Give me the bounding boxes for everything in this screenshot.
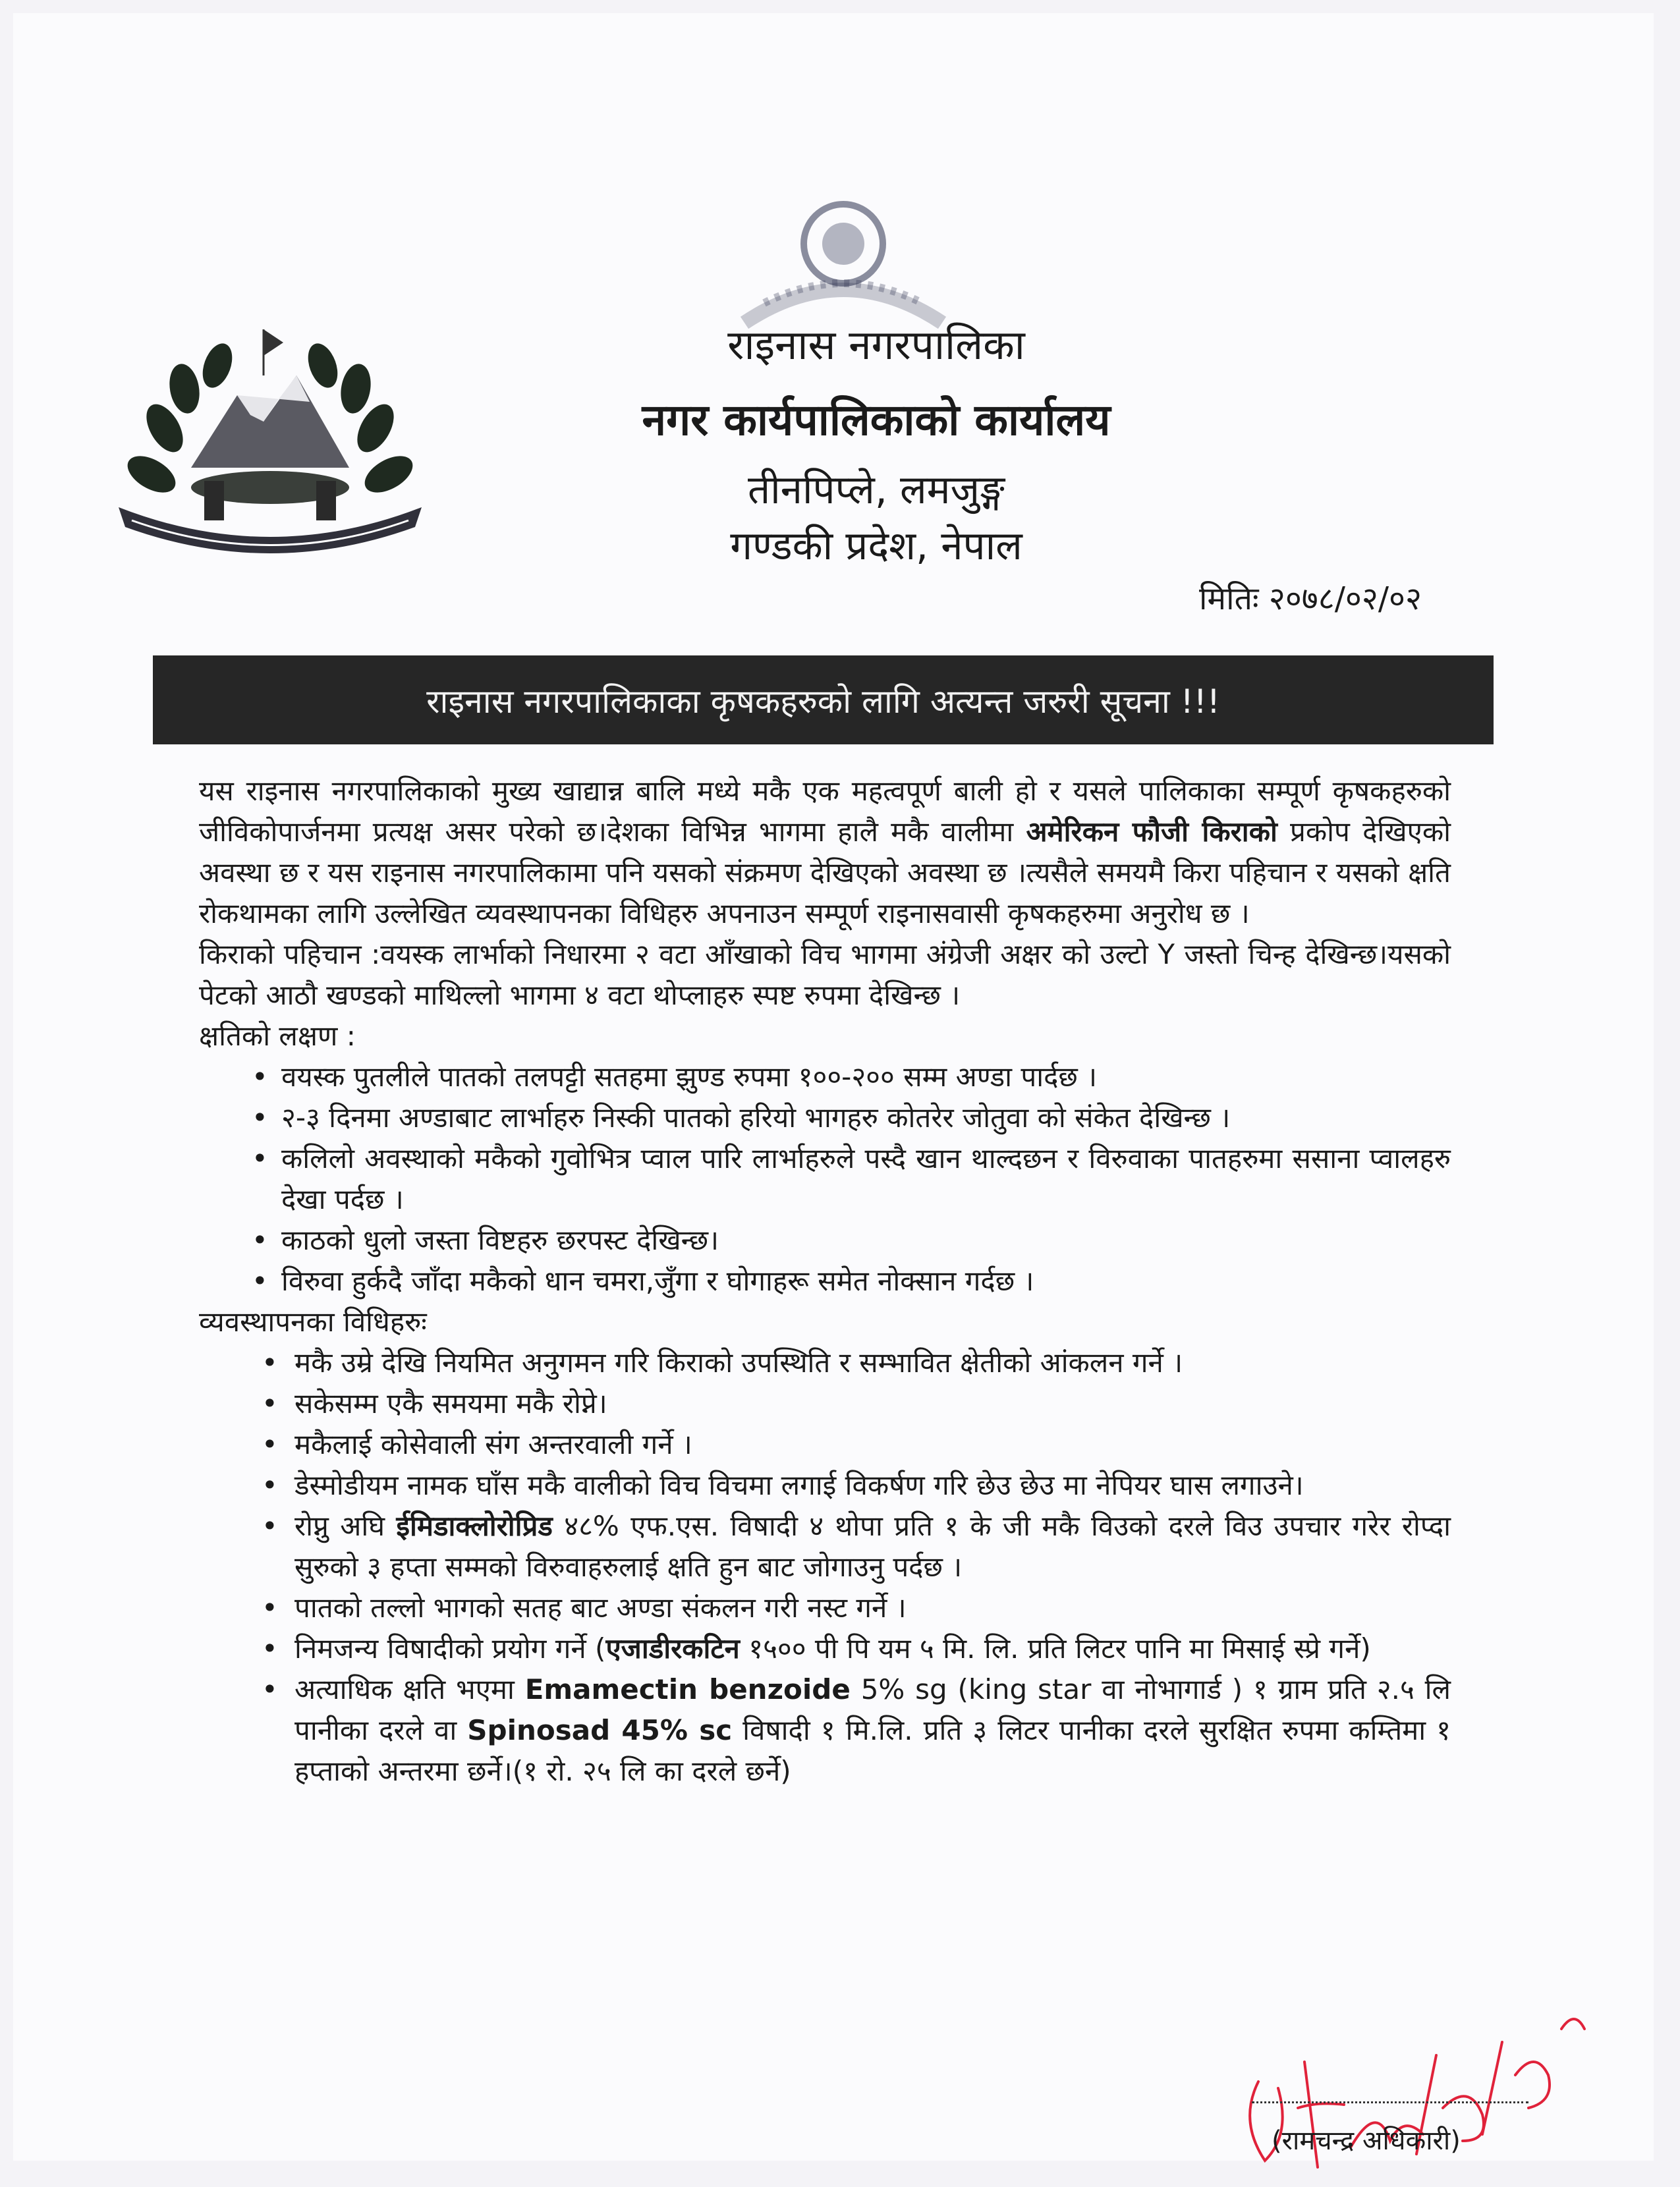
list-item: • २-३ दिनमा अण्डाबाट लार्भाहरु निस्की पातको हरियो भागहरु कोतरेर जोतुवा को संकेत देखिन्छ ।: [199, 1097, 1451, 1138]
list-item: • पातको तल्लो भागको सतह बाट अण्डा संकलन गरी नस्ट गर्ने ।: [199, 1588, 1451, 1628]
handwritten-signature-icon: [1219, 2003, 1588, 2187]
list-item: • डेस्मोडीयम नामक घाँस मकै वालीको विच विचमा लगाई विकर्षण गरि छेउ छेउ मा नेपियर घास लगाउने।: [199, 1465, 1451, 1506]
list-item: • काठको धुलो जस्ता विष्टहरु छरपस्ट देखिन्छ।: [199, 1220, 1451, 1261]
list-item: • मकै उम्रे देखि नियमित अनुगमन गरि किराको उपस्थिति र सम्भावित क्षेतीको आंकलन गर्ने ।: [199, 1343, 1451, 1383]
document-page: [13, 13, 1654, 2161]
symptoms-list: [199, 1057, 1451, 1302]
document-date: मितिः २०७८/०२/०२: [1199, 580, 1422, 617]
list-item: • विरुवा हुर्कदै जाँदा मकैको धान चमरा,जुँगा र घोगाहरू समेत नोक्सान गर्दछ ।: [199, 1261, 1451, 1302]
list-item: • अत्याधिक क्षति भएमा Emamectin benzoide 5% sg (king star वा नोभागार्ड ) १ ग्राम प्रति २.५ लि पानीका दरले वा Spinosad 45% sc विषादी १ मि.लि. प्रति ३ लिटर पानीका दरले सुरक्षित रुपमा कम्तिमा १ हप्ताको अन्तरमा छर्ने।(१ रो. २५ लि का दरले छर्ने): [199, 1669, 1451, 1792]
office-name: नगर कार्यपालिकाको कार्यालय: [642, 395, 1111, 445]
municipality-name: राइनास नगरपालिका: [727, 321, 1025, 369]
list-item: • रोप्नु अघि ईमिडाक्लोरोप्रिड ४८% एफ.एस. विषादी ४ थोपा प्रति १ के जी मकै विउको दरले विउ उपचार गरेर रोप्दा सुरुको ३ हप्ता सम्मको विरुवाहरुलाई क्षति हुन बाट जोगाउनु पर्दछ ।: [199, 1506, 1451, 1588]
list-item: • मकैलाई कोसेवाली संग अन्तरवाली गर्ने ।: [199, 1424, 1451, 1465]
management-heading: व्यवस्थापनका विधिहरुः: [199, 1306, 427, 1338]
list-item: • सकेसम्म एकै समयमा मकै रोप्ने।: [199, 1383, 1451, 1424]
list-item: • वयस्क पुतलीले पातको तलपट्टी सतहमा झुण्ड रुपमा १००-२०० सम्म अण्डा पार्दछ ।: [199, 1057, 1451, 1097]
address-line-1: तीनपिप्ले, लमजुङ्ग: [747, 467, 1005, 513]
signature-line: [1252, 2101, 1528, 2103]
list-item: • निमजन्य विषादीको प्रयोग गर्ने (एजाडीरकटिन १५०० पी पि यम ५ मि. लि. प्रति लिटर पानि मा मिसाई स्प्रे गर्ने): [199, 1628, 1451, 1669]
management-list: [199, 1343, 1451, 1792]
address-line-2: गण्डकी प्रदेश, नेपाल: [730, 523, 1022, 569]
identification-paragraph: किराको पहिचान :वयस्क लार्भाको निधारमा २ वटा आँखाको विच भागमा अंग्रेजी अक्षर को उल्टो Y जस्तो चिन्ह देखिन्छ।यसको पेटको आठौ खण्डको माथिल्लो भागमा ४ वटा थोप्लाहरु स्पष्ट रुपमा देखिन्छ ।: [199, 938, 1451, 1011]
notice-body: [199, 771, 1451, 1792]
signatory-name: (रामचन्द्र अधिकारी): [1272, 2126, 1461, 2156]
list-item: • कलिलो अवस्थाको मकैको गुवोभित्र प्वाल पारि लार्भाहरुले पस्दै खान थाल्दछन र विरुवाका पातहरुमा ससाना प्वालहरु देखा पर्दछ ।: [199, 1138, 1451, 1220]
symptoms-heading: क्षतिको लक्षण :: [199, 1020, 356, 1052]
intro-paragraph: यस राइनास नगरपालिकाको मुख्य खाद्यान्न बालि मध्ये मकै एक महत्वपूर्ण बाली हो र यसले पालिकाका सम्पूर्ण कृषकहरुको जीविकोपार्जनमा प्रत्यक्ष असर परेको छ।देशका विभिन्न भागमा हालै मकै वालीमा अमेरिकन फौजी किराको प्रकोप देखिएको अवस्था छ र यस राइनास नगरपालिकामा पनि यसको संक्रमण देखिएको अवस्था छ ।त्यसैले समयमै किरा पहिचान र यसको क्षति रोकथामका लागि उल्लेखित व्यवस्थापनका विधिहरु अपनाउन सम्पूर्ण राइनासवासी कृषकहरुमा अनुरोध छ ।: [199, 775, 1451, 929]
notice-title: राइनास नगरपालिकाका कृषकहरुको लागि अत्यन्त जरुरी सूचना !!!: [426, 682, 1220, 721]
nepal-emblem-icon: [105, 303, 435, 567]
notice-title-banner: [153, 655, 1494, 744]
